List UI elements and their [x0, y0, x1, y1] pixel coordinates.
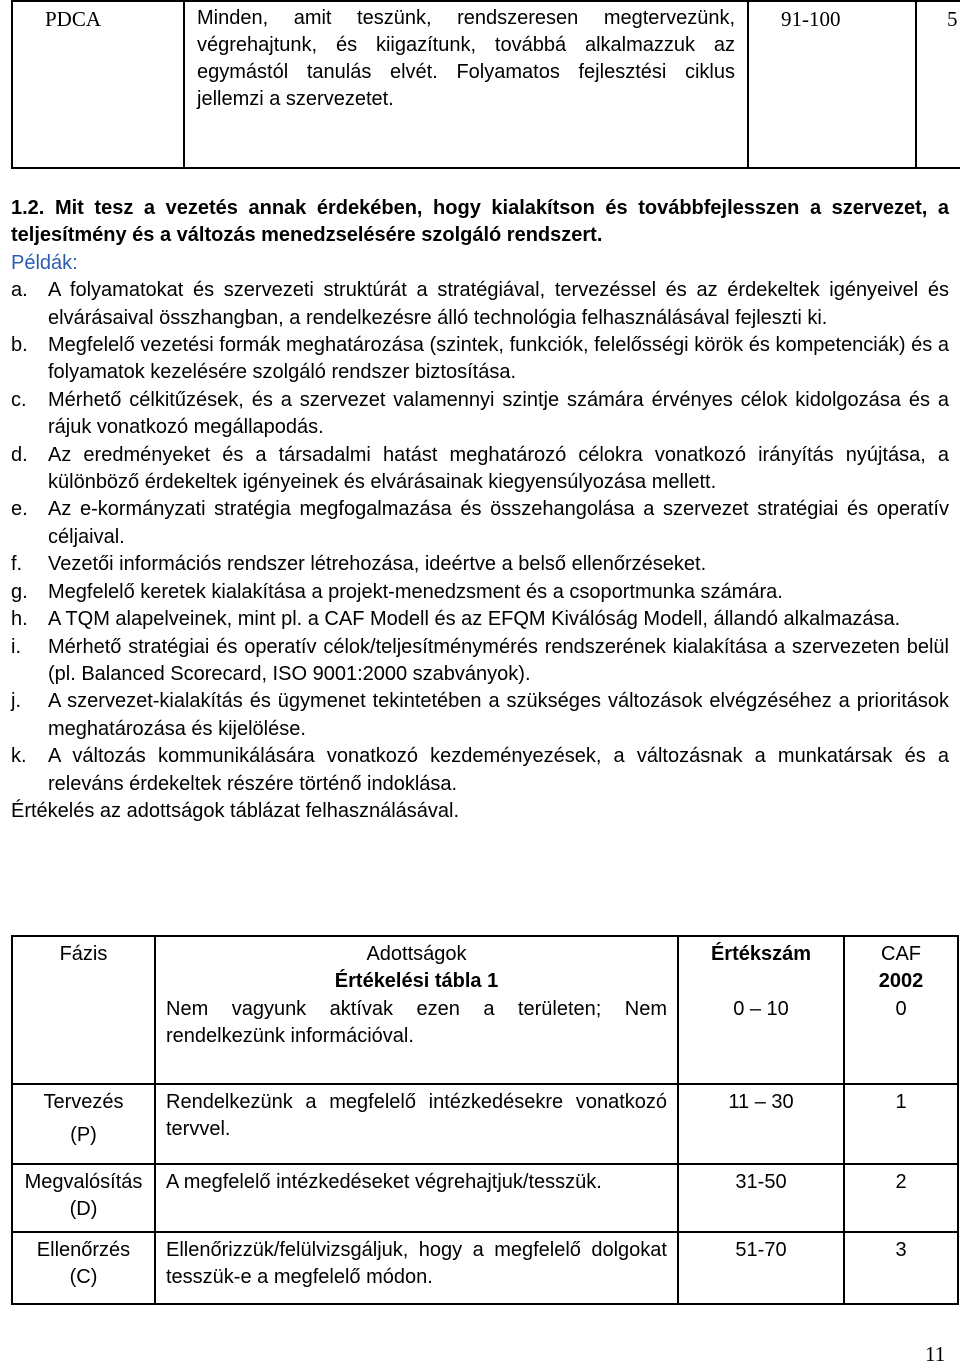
row-do-score: 31-50 [678, 1164, 844, 1232]
example-item-text: Mérhető célkitűzések, és a szervezet valamennyi szintje számára érvényes célok kidolgozása és a rájuk vonatkozó megállapodás. [48, 388, 949, 439]
row-check-caf: 3 [844, 1232, 958, 1304]
example-item-text: A szervezet-kialakítás és ügymenet tekintetében a szükséges változások elvégzéséhez a prioritások meghatározása és kijelölése. [48, 690, 949, 740]
row-none-score: 0 – 10 [678, 996, 844, 1084]
pdca-row [12, 1, 960, 168]
example-item-label: j. [11, 690, 21, 713]
example-item [11, 634, 949, 689]
header-caf: CAF [881, 943, 921, 965]
example-item-label: f. [11, 553, 23, 576]
pdca-description-cell: Minden, amit teszünk, rendszeresen megtervezünk, végrehajtunk, és kiigazítunk, továbbá alkalmazzuk az egymástól tanulás elvét. Folyamatos fejlesztési ciklus jellemzi a szervezetet. [184, 1, 748, 168]
row-plan-score: 11 – 30 [678, 1084, 844, 1164]
evaluation-row-plan [12, 1084, 958, 1164]
example-item-label: i. [11, 635, 21, 658]
pdca-caf-cell: 5 [916, 1, 960, 168]
evaluation-note: Értékelés az adottságok táblázat felhasználásával. [11, 799, 460, 822]
example-item-text: A változás kommunikálására vonatkozó kezdeményezések, a változásnak a munkatársak és a releváns érdekeltek részére történő indoklása. [48, 745, 949, 795]
example-item-text: Megfelelő keretek kialakítása a projekt-menedzsment és a csoportmunka számára. [48, 580, 783, 603]
pdca-score-cell: 91-100 [748, 1, 916, 168]
example-item-label: k. [11, 745, 27, 768]
row-do-phase-code: (D) [69, 1198, 98, 1220]
example-item-label: b. [11, 334, 28, 357]
evaluation-row-check [12, 1232, 958, 1304]
example-item-text: Az eredményeket és a társadalmi hatást meghatározó célokra vonatkozó irányítás nyújtása, a különböző érdekeltek igényeinek és elvárásainak kiegyensúlyozása mellett. [48, 443, 949, 494]
example-item [11, 688, 949, 743]
header-score: Értékszám [678, 936, 844, 996]
header-conditions-cell [155, 936, 678, 996]
row-plan-phase-name: Tervezés [43, 1091, 124, 1113]
header-phase: Fázis [59, 943, 108, 965]
section-heading: 1.2. Mit tesz a vezetés annak érdekében, hogy kialakítson és továbbfejlesszen a szervezet, a teljesítmény és a változás menedzselésére szolgáló rendszert. [11, 197, 949, 247]
header-phase-cell [12, 936, 155, 1084]
example-item [11, 442, 949, 497]
evaluation-header-row [12, 936, 958, 996]
example-item-text: A TQM alapelveinek, mint pl. a CAF Modell és az EFQM Kiválóság Modell, állandó alkalmazása. [48, 608, 901, 631]
example-item [11, 277, 949, 332]
row-none-condition: Nem vagyunk aktívak ezen a területen; Nem rendelkezünk információval. [155, 996, 678, 1084]
row-check-score: 51-70 [678, 1232, 844, 1304]
row-check-phase-name: Ellenőrzés [36, 1239, 131, 1261]
example-item-label: h. [11, 608, 28, 631]
example-item-text: Megfelelő vezetési formák meghatározása (szintek, funkciók, felelősségi körök és kompetenciák) és a folyamatok kezelésére szolgáló rendszer biztosítása. [48, 334, 949, 384]
evaluation-table [11, 935, 959, 1305]
example-item-text: Az e-kormányzati stratégia megfogalmazása és összehangolása a szervezet stratégiai és operatív céljaival. [48, 498, 949, 548]
row-do-condition: A megfelelő intézkedéseket végrehajtjuk/tesszük. [155, 1164, 678, 1232]
example-item [11, 579, 949, 606]
row-plan-caf: 1 [844, 1084, 958, 1164]
pdca-table [11, 0, 960, 169]
row-plan-phase [12, 1084, 155, 1164]
example-item-text: Mérhető stratégiai és operatív célok/teljesítménymérés rendszerének kialakítása a szervezeten belül (pl. Balanced Scorecard, ISO 9001:2000 szabványok). [48, 635, 949, 685]
example-item-label: d. [11, 443, 28, 466]
example-item-label: c. [11, 388, 27, 411]
example-item-text: A folyamatokat és szervezeti struktúrát a stratégiával, tervezéssel és az érdekeltek igényeivel és elvárásaival összhangban, a rendelkezésre álló technológia felhasználásával fejleszti ki. [48, 279, 949, 329]
row-do-phase-name: Megvalósítás [24, 1171, 143, 1193]
examples-list [11, 277, 949, 798]
example-item [11, 743, 949, 798]
row-plan-phase-code: (P) [70, 1124, 97, 1146]
pdca-phase-cell: PDCA [12, 1, 184, 168]
example-item [11, 496, 949, 551]
example-item-label: e. [11, 498, 28, 521]
example-item-label: g. [11, 580, 28, 603]
example-item [11, 387, 949, 442]
row-check-condition: Ellenőrizzük/felülvizsgáljuk, hogy a megfelelő dolgokat tesszük-e a megfelelő módon. [155, 1232, 678, 1304]
header-conditions-title: Adottságok [366, 943, 467, 965]
example-item-text: Vezetői információs rendszer létrehozása, ideértve a belső ellenőrzéseket. [48, 553, 707, 576]
example-item [11, 332, 949, 387]
header-conditions-subtitle: Értékelési tábla 1 [334, 970, 499, 992]
examples-label: Példák: [11, 251, 78, 274]
header-caf-year: 2002 [878, 970, 924, 992]
example-item-label: a. [11, 279, 28, 302]
row-check-phase-code: (C) [69, 1266, 98, 1288]
header-caf-cell [844, 936, 958, 996]
row-plan-condition: Rendelkezünk a megfelelő intézkedésekre vonatkozó tervvel. [155, 1084, 678, 1164]
row-do-phase [12, 1164, 155, 1232]
example-item [11, 606, 949, 633]
page-number: 11 [925, 1342, 946, 1366]
row-none-caf: 0 [844, 996, 958, 1084]
criterion-section [11, 195, 949, 825]
evaluation-row-do [12, 1164, 958, 1232]
row-do-caf: 2 [844, 1164, 958, 1232]
example-item [11, 551, 949, 578]
row-check-phase [12, 1232, 155, 1304]
